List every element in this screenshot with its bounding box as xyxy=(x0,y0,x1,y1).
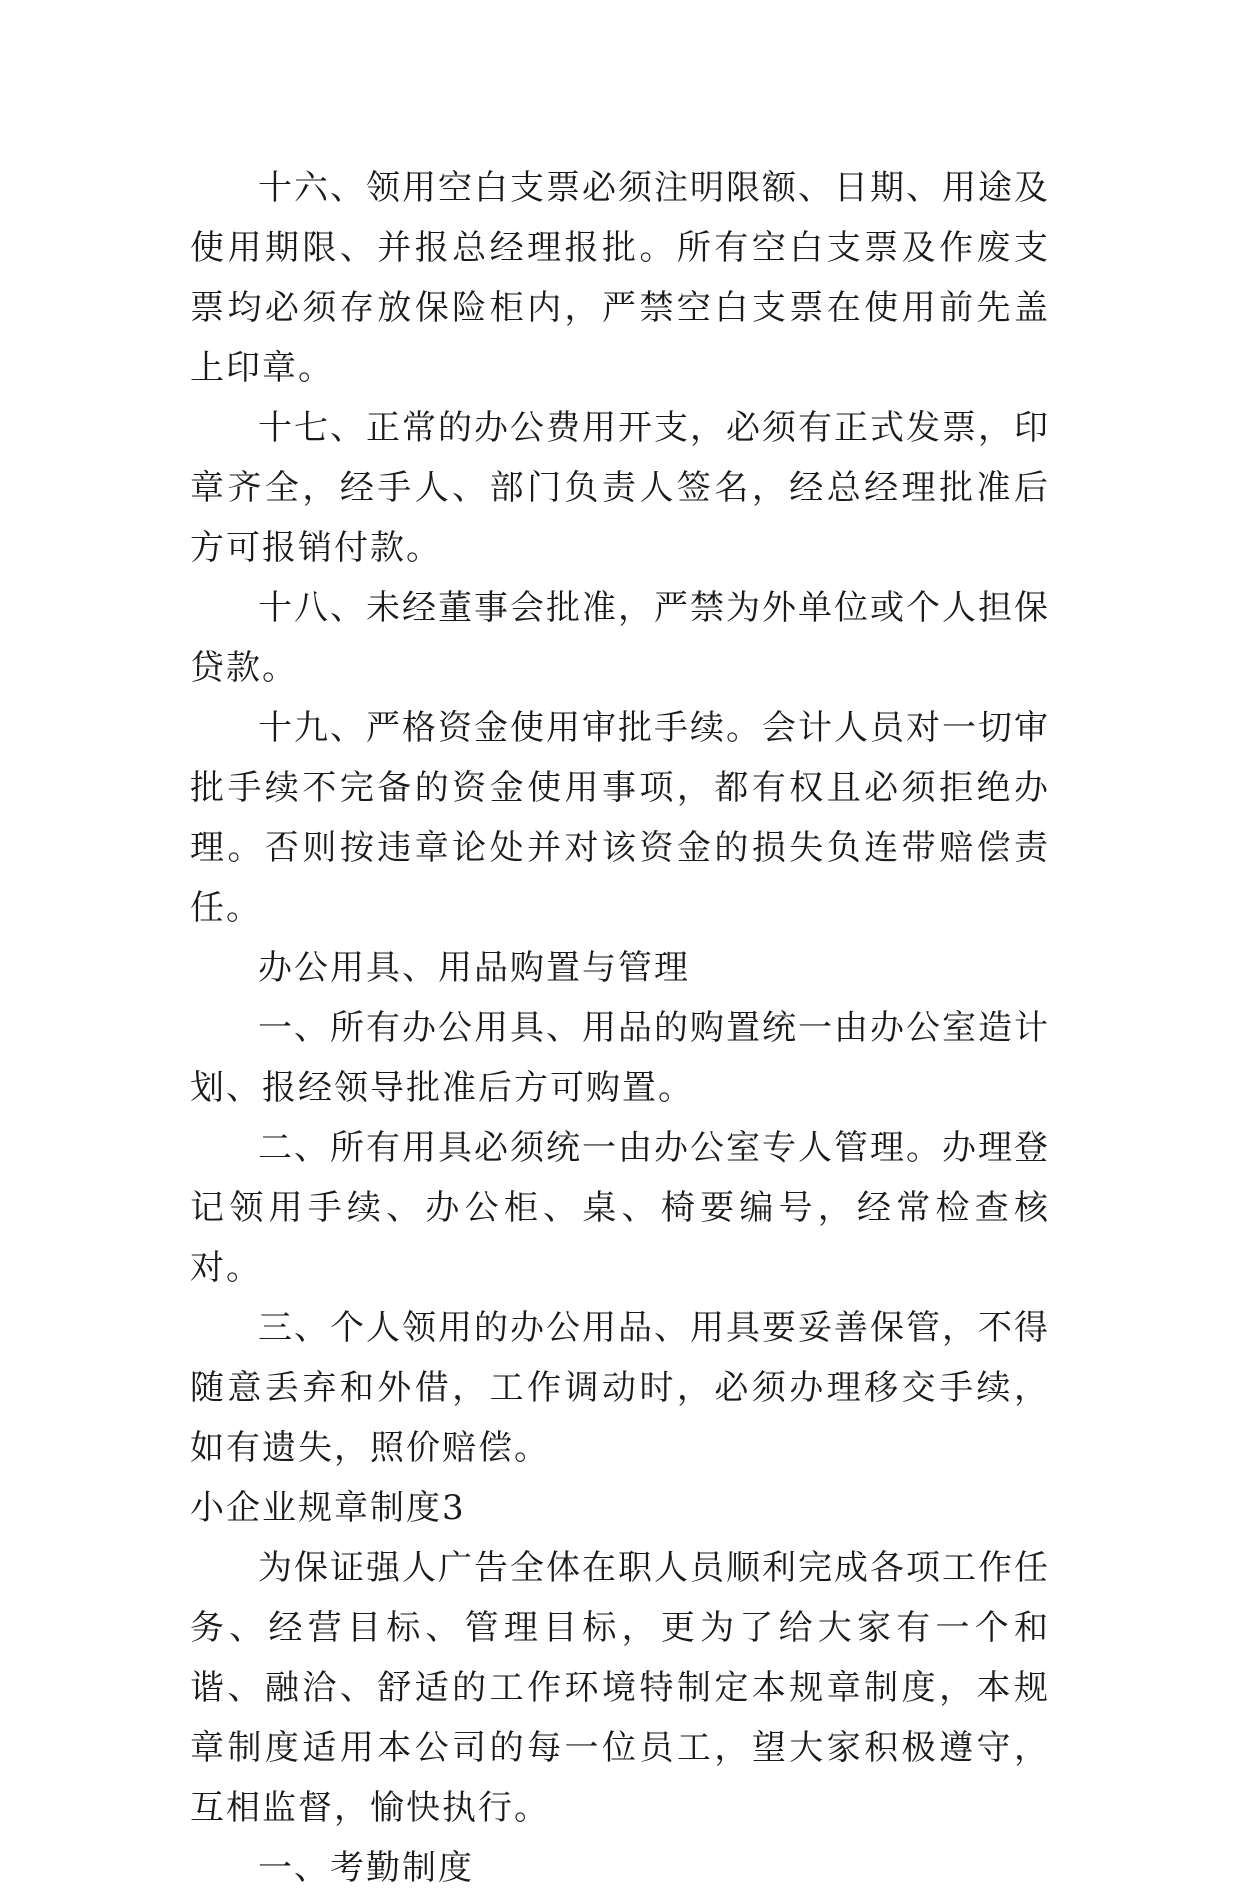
paragraph-office-3: 三、个人领用的办公用品、用具要妥善保管，不得随意丢弃和外借，工作调动时，必须办理移交手续，如有遗失，照价赔偿。 xyxy=(190,1308,1050,1468)
paragraph-office-1: 一、所有办公用具、用品的购置统一由办公室造计划、报经领导批准后方可购置。 xyxy=(190,1008,1050,1108)
document-body xyxy=(190,158,1050,1898)
office-supplies-heading: 办公用具、用品购置与管理 xyxy=(258,948,690,988)
paragraph-intro: 为保证强人广告全体在职人员顺利完成各项工作任务、经营目标、管理目标，更为了给大家有一个和谐、融洽、舒适的工作环境特制定本规章制度，本规章制度适用本公司的每一位员工，望大家积极遵守，互相监督，愉快执行。 xyxy=(190,1548,1050,1828)
paragraph-item-17: 十七、正常的办公费用开支，必须有正式发票，印章齐全，经手人、部门负责人签名，经总经理批准后方可报销付款。 xyxy=(190,408,1050,568)
paragraph-item-16: 十六、领用空白支票必须注明限额、日期、用途及使用期限、并报总经理报批。所有空白支票及作废支票均必须存放保险柜内，严禁空白支票在使用前先盖上印章。 xyxy=(190,168,1050,388)
paragraph-office-2: 二、所有用具必须统一由办公室专人管理。办理登记领用手续、办公柜、桌、椅要编号，经常检查核对。 xyxy=(190,1128,1050,1288)
paragraph-item-18: 十八、未经董事会批准，严禁为外单位或个人担保贷款。 xyxy=(190,588,1050,688)
section-title: 小企业规章制度3 xyxy=(190,1488,466,1528)
paragraph-item-19: 十九、严格资金使用审批手续。会计人员对一切审批手续不完备的资金使用事项，都有权且必须拒绝办理。否则按违章论处并对该资金的损失负连带赔偿责任。 xyxy=(190,708,1050,928)
attendance-heading: 一、考勤制度 xyxy=(258,1848,474,1888)
